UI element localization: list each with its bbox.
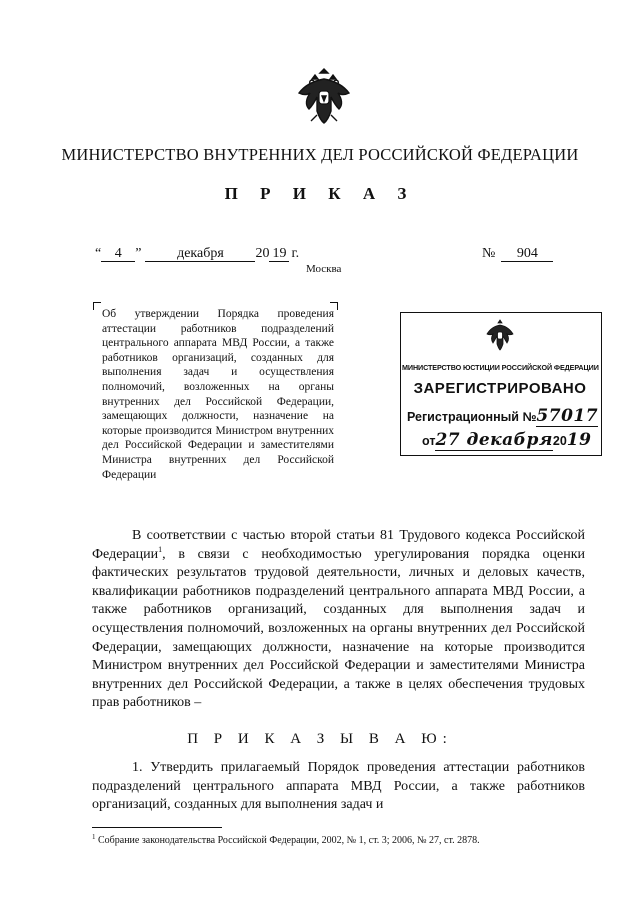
preamble-text-start: В соответствии с частью второй статьи 81 Трудового кодекса Российской Федерации xyxy=(92,528,585,562)
decree-heading: П Р И К А З Ы В А Ю: xyxy=(187,731,453,747)
stamp-reg-number: 57017 xyxy=(536,406,599,426)
number-value: 904 xyxy=(501,247,553,262)
stamp-year-prefix: 20 xyxy=(552,434,567,448)
footnote-text: Собрание законодательства Российской Федерации, 2002, № 1, ст. 3; 2006, № 27, ст. 2878. xyxy=(98,835,480,846)
subject-bracket-left xyxy=(93,302,101,310)
stamp-eagle-emblem-icon xyxy=(485,318,515,352)
date-open-quote: “ xyxy=(95,246,102,261)
date-close-quote: ” xyxy=(135,246,142,261)
order-number xyxy=(482,246,553,262)
order-city: Москва xyxy=(306,263,342,275)
stamp-registration-date xyxy=(422,430,591,450)
order-date xyxy=(95,246,299,262)
date-year-suffix: 19 xyxy=(269,247,289,262)
clause-1-paragraph: 1. Утвердить прилагаемый Порядок проведения аттестации работников подразделений центрального аппарата МВД России, а также работников организаций, созданных для выполнения задач и xyxy=(92,760,585,813)
order-subject: Об утверждении Порядка проведения аттестации работников подразделений центрального аппарата МВД России, а также работников организаций, созданных для выполнения задач и осуществления полномочий, возложенных на органы внутренних дел Российской Федерации, замещающих должности, назначение на которые производится Министром внутренних дел Российской Федерации и заместителями Министра внутренних дел Российской Федерации xyxy=(102,308,334,481)
stamp-date-value: 27 декабря xyxy=(435,430,553,450)
preamble-paragraph xyxy=(92,527,585,713)
stamp-date-label: от xyxy=(422,434,436,448)
stamp-year-suffix: 19 xyxy=(566,430,592,450)
double-headed-eagle-emblem-icon xyxy=(295,65,353,125)
date-year-mark: г. xyxy=(291,246,300,261)
preamble-text-end: , в связи с необходимостью урегулирования порядка оценки фактических результатов трудовой деятельности, личных и деловых качеств, квалификации работников подразделений центрального аппарата МВД России, а также работников организаций, созданных для выполнения задач и осуществления полномочий, возложенных на органы внутренних дел Российской Федерации, замещающих должности, назначение на которые производится Министром внутренних дел Российской Федерации и заместителями Министра внутренних дел Российской Федерации, а также в целях обеспечения трудовых прав работников – xyxy=(92,546,585,711)
number-mark: № xyxy=(482,246,496,261)
footnote xyxy=(92,835,480,846)
date-year-prefix: 20 xyxy=(255,246,270,261)
date-month: декабря xyxy=(145,247,255,262)
stamp-registered-label: ЗАРЕГИСТРИРОВАНО xyxy=(413,380,587,397)
stamp-ministry-name: МИНИСТЕРСТВО ЮСТИЦИИ РОССИЙСКОЙ ФЕДЕРАЦИИ xyxy=(402,363,599,372)
date-day: 4 xyxy=(101,247,135,262)
footnote-mark: 1 xyxy=(92,833,96,841)
footnote-divider xyxy=(92,827,222,828)
ministry-name: МИНИСТЕРСТВО ВНУТРЕННИХ ДЕЛ РОССИЙСКОЙ ФЕДЕРАЦИИ xyxy=(61,145,579,164)
order-title: П Р И К А З xyxy=(224,184,416,203)
footnote-reference: 1 xyxy=(158,544,163,554)
stamp-registration-number xyxy=(407,406,598,426)
stamp-reg-label: Регистрационный № xyxy=(407,410,537,424)
